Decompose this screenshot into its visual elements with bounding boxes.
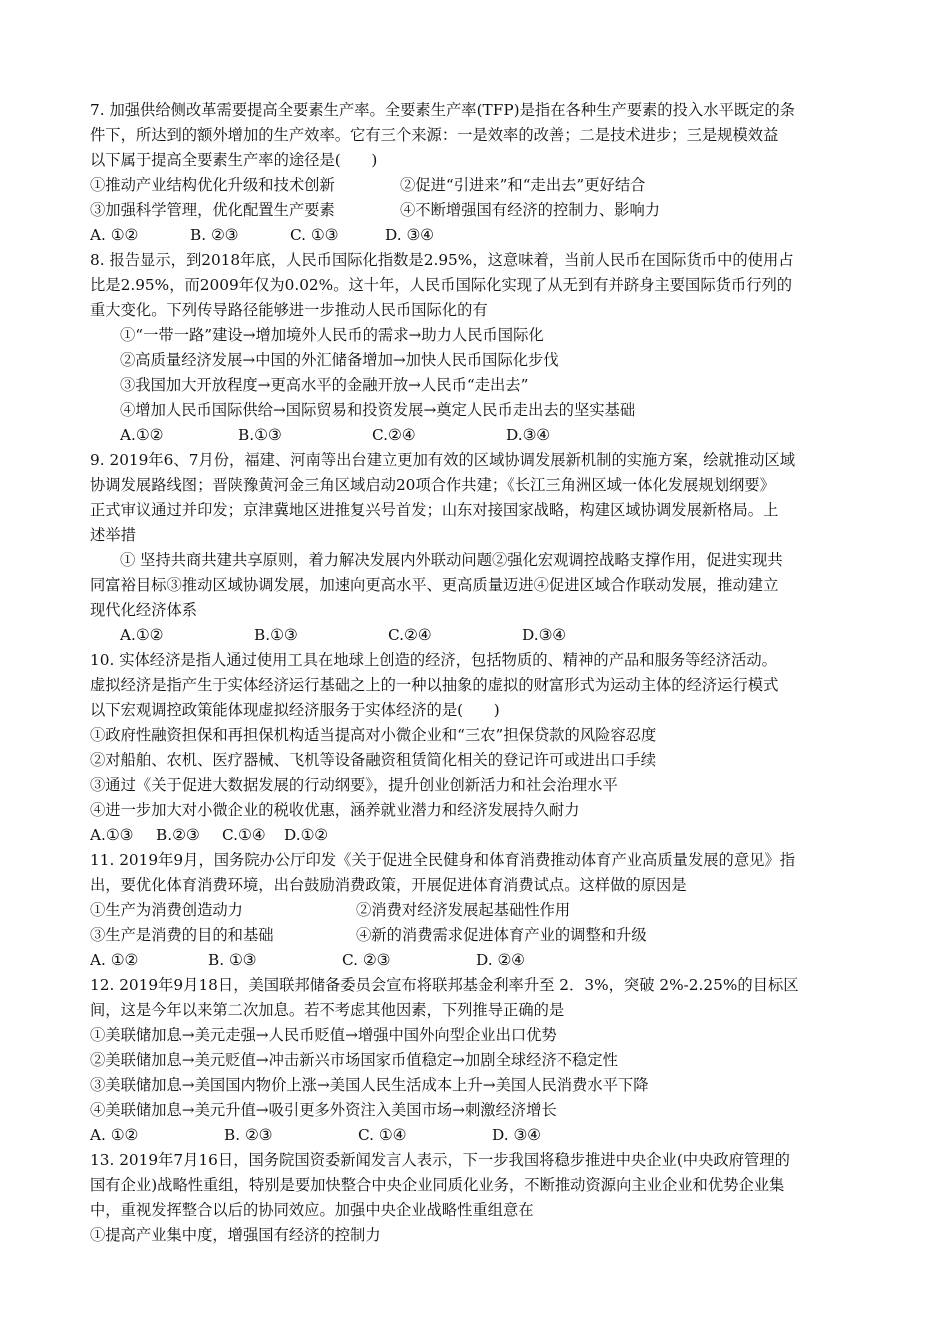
question-text: 间，这是今年以来第二次加息。若不考虑其他因素，下列推导正确的是 [90,1001,565,1019]
option-d[interactable]: D.③④ [506,426,551,444]
statement: ②对船舶、农机、医疗器械、飞机等设备融资租赁简化相关的登记许可或进出口手续 [90,751,656,769]
option-d[interactable]: D. ③④ [492,1126,541,1144]
statement: ②美联储加息→美元贬值→冲击新兴市场国家币值稳定→加剧全球经济不稳定性 [90,1051,618,1069]
question-page [90,98,862,1248]
statement: ①“一带一路”建设→增加境外人民币的需求→助力人民币国际化 [120,326,544,344]
option-b[interactable]: B.①③ [254,626,298,644]
question-text: 述举措 [90,526,136,544]
option-c[interactable]: C. ①③ [290,226,339,244]
statement: ④新的消费需求促进体育产业的调整和升级 [356,926,647,944]
question-text: 国有企业)战略性重组，特别是要加快整合中央企业同质化业务，不断推动资源向主业企业和优势企业集 [90,1176,785,1194]
question-text: 虚拟经济是指产生于实体经济运行基础之上的一种以抽象的虚拟的财富形式为运动主体的经济运行模式 [90,676,779,694]
question-8 [90,248,862,448]
option-a[interactable]: A.①② [120,626,164,644]
answer-options [90,623,862,648]
option-d[interactable]: D.③④ [522,626,567,644]
option-b[interactable]: B. ②③ [224,1126,273,1144]
statement-row [90,198,862,223]
statement: ①美联储加息→美元走强→人民币贬值→增强中国外向型企业出口优势 [90,1026,557,1044]
statement: 同富裕目标③推动区域协调发展，加速向更高水平、更高质量迈进④促进区域合作联动发展，推动建立 [90,576,779,594]
option-b[interactable]: B. ②③ [190,226,239,244]
question-text: 11. 2019年9月，国务院办公厅印发《关于促进全民健身和体育消费推动体育产业高质量发展的意见》指 [90,851,796,869]
option-b[interactable]: B.②③ [156,826,200,844]
option-c[interactable]: C. ①④ [358,1126,407,1144]
answer-options [90,823,862,848]
option-a[interactable]: A. ①② [90,1126,139,1144]
statement: ②促进“引进来”和“走出去”更好结合 [400,176,646,194]
statement: ①生产为消费创造动力 [90,901,243,919]
statement: ③我国加大开放程度→更高水平的金融开放→人民币“走出去” [120,376,529,394]
statement: ④不断增强国有经济的控制力、影响力 [400,201,661,219]
statement: ④美联储加息→美元升值→吸引更多外资注入美国市场→刺激经济增长 [90,1101,557,1119]
question-7 [90,98,862,248]
question-text: 13. 2019年7月16日，国务院国资委新闻发言人表示，下一步我国将稳步推进中央企业(中央政府管理的 [90,1151,790,1169]
option-c[interactable]: C.②④ [372,426,416,444]
option-c[interactable]: C.①④ [222,826,266,844]
option-d[interactable]: D.①② [284,826,329,844]
question-text: 7. 加强供给侧改革需要提高全要素生产率。全要素生产率(TFP)是指在各种生产要素的投入水平既定的条 [90,101,795,119]
question-text: 以下宏观调控政策能体现虚拟经济服务于实体经济的是( ) [90,701,500,719]
statement: ②高质量经济发展→中国的外汇储备增加→加快人民币国际化步伐 [120,351,559,369]
statement-row [90,898,862,923]
question-13 [90,1148,862,1248]
question-text: 中，重视发挥整合以后的协同效应。加强中央企业战略性重组意在 [90,1201,534,1219]
statement: ③通过《关于促进大数据发展的行动纲要》，提升创业创新活力和社会治理水平 [90,776,618,794]
question-12 [90,973,862,1148]
question-text: 以下属于提高全要素生产率的途径是( ) [90,151,378,169]
option-c[interactable]: C.②④ [388,626,432,644]
statement: ②消费对经济发展起基础性作用 [356,901,571,919]
answer-options [90,948,862,973]
answer-options [90,423,862,448]
statement: ④增加人民币国际供给→国际贸易和投资发展→奠定人民币走出去的坚实基础 [120,401,636,419]
statement: ③生产是消费的目的和基础 [90,926,274,944]
statement: ① 坚持共商共建共享原则，着力解决发展内外联动问题②强化宏观调控战略支撑作用，促进实现共 [120,551,783,569]
statement: ①推动产业结构优化升级和技术创新 [90,176,335,194]
option-d[interactable]: D. ③④ [385,226,434,244]
statement: ①提高产业集中度，增强国有经济的控制力 [90,1226,381,1244]
option-b[interactable]: B.①③ [238,426,282,444]
statement: ①政府性融资担保和再担保机构适当提高对小微企业和“三农”担保贷款的风险容忍度 [90,726,657,744]
answer-options [90,1123,862,1148]
question-text: 重大变化。下列传导路径能够进一步推动人民币国际化的有 [90,301,488,319]
option-a[interactable]: A.①② [120,426,164,444]
question-11 [90,848,862,973]
question-10 [90,648,862,848]
statement: ④进一步加大对小微企业的税收优惠，涵养就业潜力和经济发展持久耐力 [90,801,580,819]
question-text: 正式审议通过并印发；京津冀地区进推复兴号首发；山东对接国家战略，构建区域协调发展新格局。上 [90,501,779,519]
question-text: 10. 实体经济是指人通过使用工具在地球上创造的经济，包括物质的、精神的产品和服务等经济活动。 [90,651,777,669]
question-text: 协调发展路线图；晋陕豫黄河金三角区域启动20项合作共建；《长江三角洲区域一体化发展规划纲要》 [90,476,775,494]
question-text: 比是2.95%，而2009年仅为0.02%。这十年，人民币国际化实现了从无到有并跻身主要国际货币行列的 [90,276,793,294]
question-text: 12. 2019年9月18日，美国联邦储备委员会宣布将联邦基金利率升至 2．3%，突破 2%-2.25%的目标区 [90,976,799,994]
answer-options [90,223,862,248]
option-d[interactable]: D. ②④ [476,951,525,969]
question-text: 9. 2019年6、7月份，福建、河南等出台建立更加有效的区域协调发展新机制的实施方案，绘就推动区域 [90,451,796,469]
option-a[interactable]: A. ①② [90,951,139,969]
question-text: 件下，所达到的额外增加的生产效率。它有三个来源：一是效率的改善；二是技术进步；三是规模效益 [90,126,779,144]
option-b[interactable]: B. ①③ [208,951,257,969]
statement: 现代化经济体系 [90,601,198,619]
question-9 [90,448,862,648]
statement-row [90,173,862,198]
question-text: 出，要优化体育消费环境，出台鼓励消费政策，开展促进体育消费试点。这样做的原因是 [90,876,687,894]
statement-row [90,923,862,948]
option-a[interactable]: A. ①② [90,226,139,244]
option-c[interactable]: C. ②③ [342,951,391,969]
question-text: 8. 报告显示，到2018年底，人民币国际化指数是2.95%，这意味着，当前人民币在国际货币中的使用占 [90,251,794,269]
statement: ③美联储加息→美国国内物价上涨→美国人民生活成本上升→美国人民消费水平下降 [90,1076,649,1094]
option-a[interactable]: A.①③ [90,826,134,844]
statement: ③加强科学管理，优化配置生产要素 [90,201,335,219]
